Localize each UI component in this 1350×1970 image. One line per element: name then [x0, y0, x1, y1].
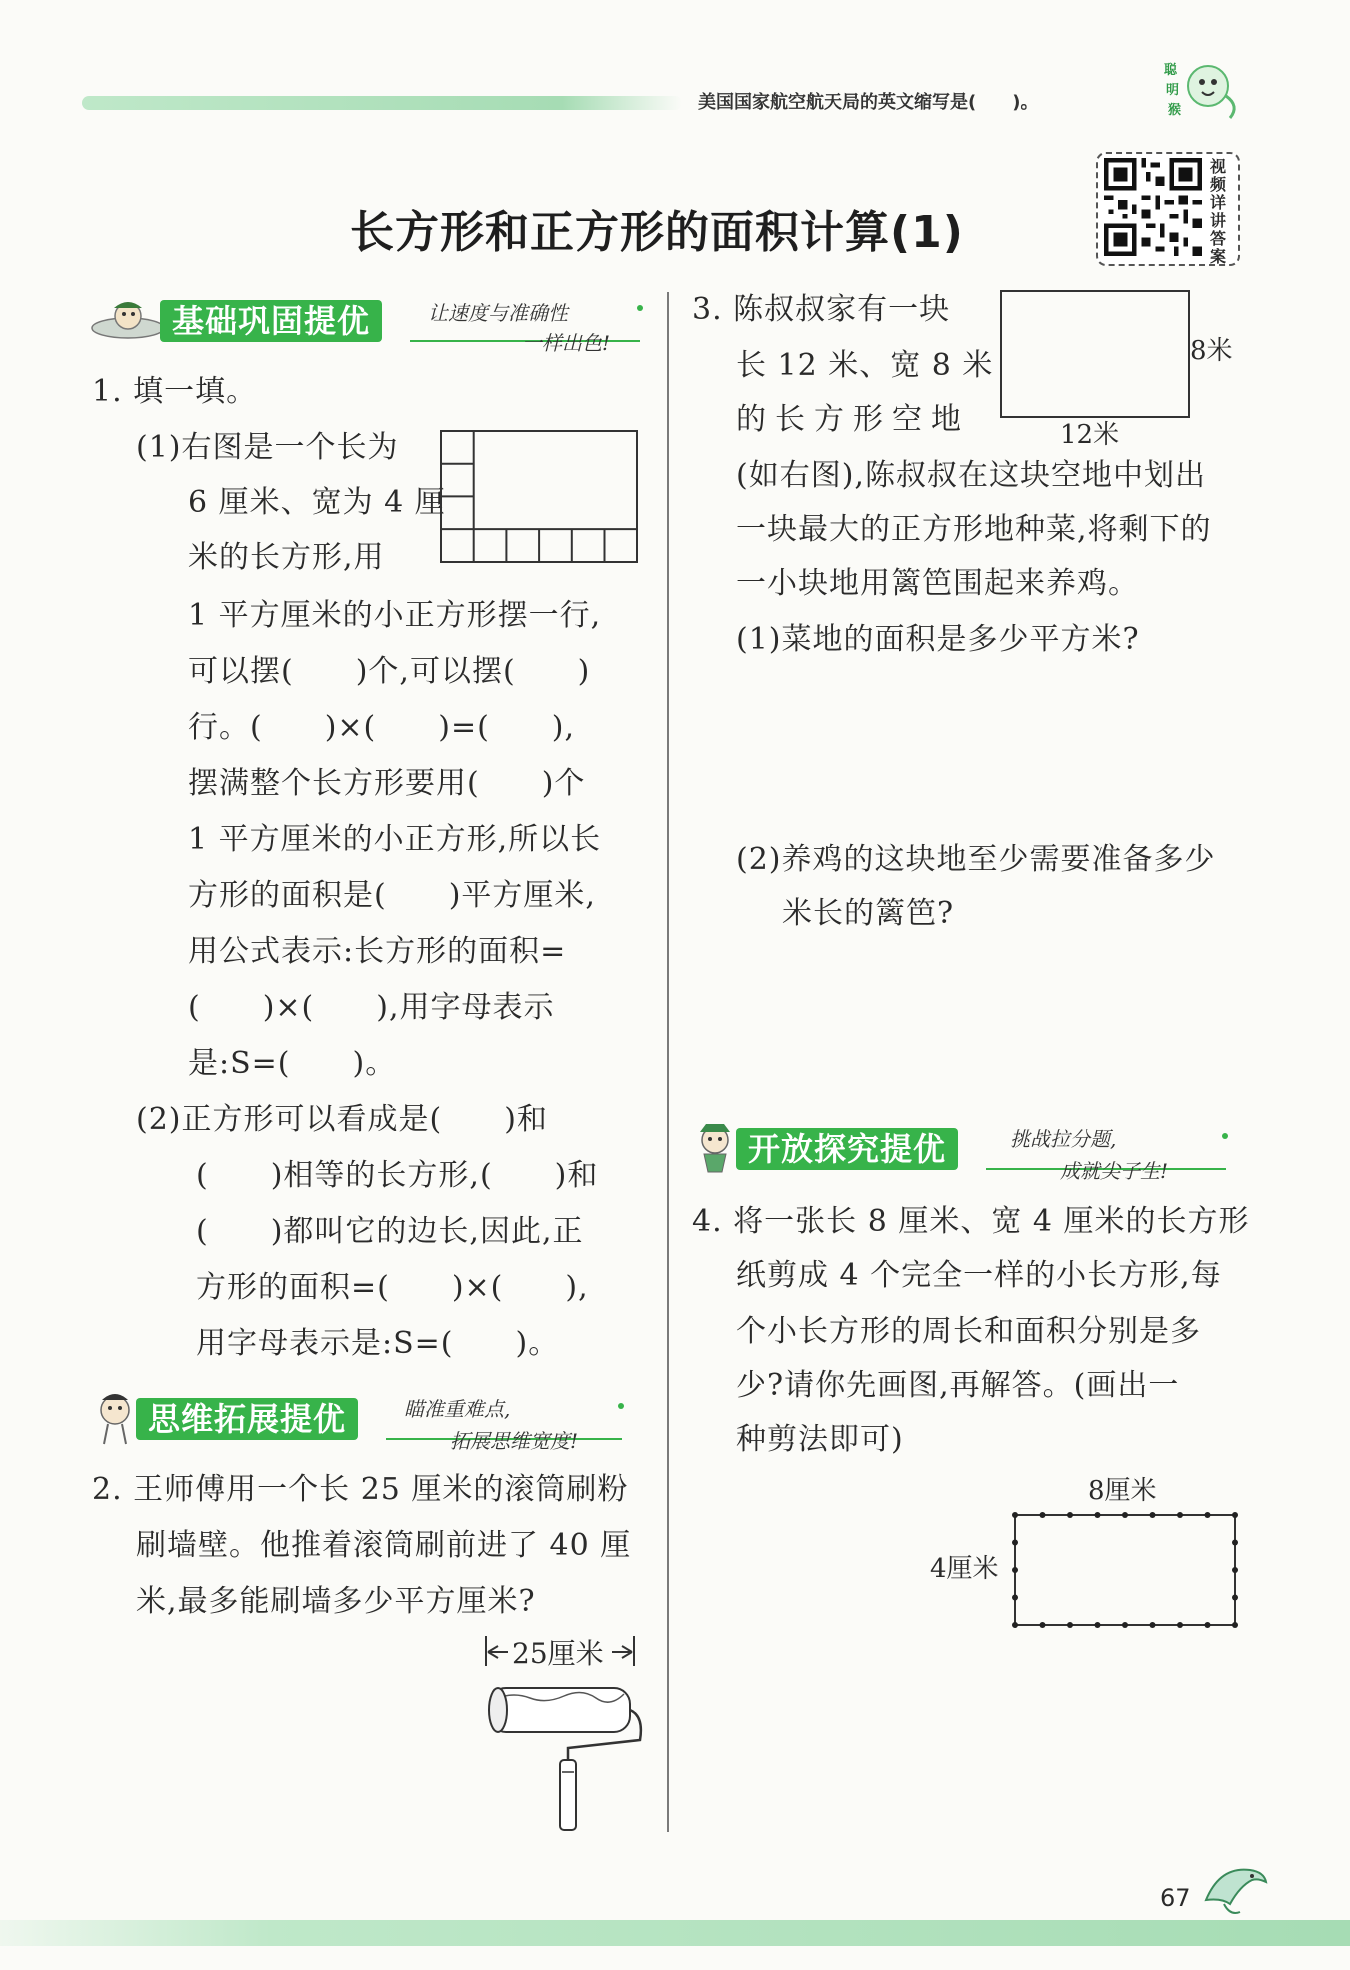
mascot-explorer-icon — [690, 1122, 740, 1182]
q1-line: (1)右图是一个长为 — [136, 430, 399, 465]
q1-line: ( )×( ),用字母表示 — [188, 990, 555, 1025]
roller-length-label: 25厘米 — [512, 1637, 604, 1670]
section-open-slogan-1: 挑战拉分题, — [1010, 1127, 1117, 1151]
q1-line: 可以摆( )个,可以摆( ) — [188, 654, 591, 689]
qr-label: 视频详讲答案 — [1210, 157, 1227, 266]
q1-line: 用公式表示:长方形的面积= — [188, 934, 567, 969]
q4-line: 4. 将一张长 8 厘米、宽 4 厘米的长方形 — [692, 1204, 1250, 1239]
section-basic-dot — [637, 305, 643, 311]
mascot-thinking-icon — [90, 1390, 140, 1450]
q3-sub-question-2: (2)养鸡的这块地至少需要准备多少 — [736, 842, 1216, 877]
page-number: 67 — [1160, 1884, 1191, 1912]
section-open-slogan-2: 成就尖子生! — [1060, 1159, 1169, 1183]
section-basic-slogan-1: 让速度与准确性 — [428, 301, 568, 325]
q1-line: 行。( )×( )=( ), — [188, 710, 576, 745]
q1-line: 1 平方厘米的小正方形摆一行, — [188, 598, 602, 633]
q1-line: ( )相等的长方形,( )和 — [196, 1158, 599, 1193]
q1-line: 6 厘米、宽为 4 厘 — [188, 485, 446, 520]
q4-line: 纸剪成 4 个完全一样的小长方形,每 — [736, 1258, 1222, 1293]
q3-sub-question-1: (1)菜地的面积是多少平方米? — [736, 622, 1140, 657]
q1-line: 用字母表示是:S=( )。 — [196, 1326, 560, 1361]
q1-line: 是:S=( )。 — [188, 1046, 397, 1081]
svg-text:明: 明 — [1166, 83, 1180, 98]
header-question: 美国国家航空航天局的英文缩写是( )。 — [698, 92, 1039, 113]
q1-line: 1 平方厘米的小正方形,所以长 — [188, 822, 602, 857]
footer-decor-bar — [0, 1920, 1350, 1946]
q3-line: (如右图),陈叔叔在这块空地中划出 — [736, 458, 1206, 493]
qr-code-icon[interactable] — [1104, 158, 1202, 256]
q2-line: 刷墙壁。他推着滚筒刷前进了 40 厘 — [136, 1528, 632, 1563]
q4-line: 少?请你先画图,再解答。(画出一 — [736, 1368, 1180, 1403]
header-decor-bar — [82, 96, 682, 110]
q4-width-label: 8厘米 — [1088, 1476, 1157, 1506]
section-thinking-slogan-1: 瞄准重难点, — [404, 1397, 511, 1421]
monkey-mascot-logo — [1160, 56, 1240, 126]
section-basic-title: 基础巩固提优 — [160, 300, 382, 342]
q4-line: 种剪法即可) — [736, 1422, 904, 1457]
q4-rectangle-figure — [1010, 1510, 1240, 1634]
q4-line: 个小长方形的周长和面积分别是多 — [736, 1314, 1201, 1349]
q1-line: 方形的面积是( )平方厘米, — [188, 878, 596, 913]
mascot-plane-icon — [88, 296, 168, 350]
section-thinking-dot — [618, 1403, 624, 1409]
q1-line: (2)正方形可以看成是( )和 — [136, 1102, 548, 1137]
q3-line: 的长方形空地 — [736, 402, 970, 437]
section-open-title: 开放探究提优 — [736, 1128, 958, 1170]
column-divider — [667, 292, 669, 1832]
q1-line: 方形的面积=( )×( ), — [196, 1270, 589, 1305]
svg-text:聪: 聪 — [1164, 63, 1178, 78]
dolphin-icon — [1200, 1860, 1270, 1924]
q1-line: 摆满整个长方形要用( )个 — [188, 766, 586, 801]
q4-height-label: 4厘米 — [930, 1554, 999, 1584]
q3-height-label: 8米 — [1190, 336, 1233, 366]
svg-text:猴: 猴 — [1168, 103, 1182, 118]
q2-line: 米,最多能刷墙多少平方厘米? — [136, 1584, 536, 1619]
q2-line: 2. 王师傅用一个长 25 厘米的滚筒刷粉 — [92, 1472, 629, 1507]
q3-line: 一小块地用篱笆围起来养鸡。 — [736, 566, 1139, 601]
q3-rectangle-figure — [1000, 290, 1190, 418]
q1-heading: 1. 填一填。 — [92, 374, 258, 409]
q1-line: ( )都叫它的边长,因此,正 — [196, 1214, 584, 1249]
q3-line: 3. 陈叔叔家有一块 — [692, 292, 951, 327]
section-open-dot — [1222, 1133, 1228, 1139]
q1-line: 米的长方形,用 — [188, 540, 385, 575]
q3-line: 一块最大的正方形地种菜,将剩下的 — [736, 512, 1212, 547]
section-thinking-slogan-2: 拓展思维宽度! — [450, 1429, 579, 1453]
q3-width-label: 12米 — [1060, 420, 1120, 450]
q1-grid-figure — [440, 430, 640, 570]
q3-line: 米长的篱笆? — [782, 896, 955, 931]
section-thinking-title: 思维拓展提优 — [136, 1398, 358, 1440]
page-title: 长方形和正方形的面积计算(1) — [350, 207, 964, 258]
q3-line: 长 12 米、宽 8 米 — [736, 348, 994, 383]
section-basic-slogan-2: 一样出色! — [522, 331, 611, 355]
